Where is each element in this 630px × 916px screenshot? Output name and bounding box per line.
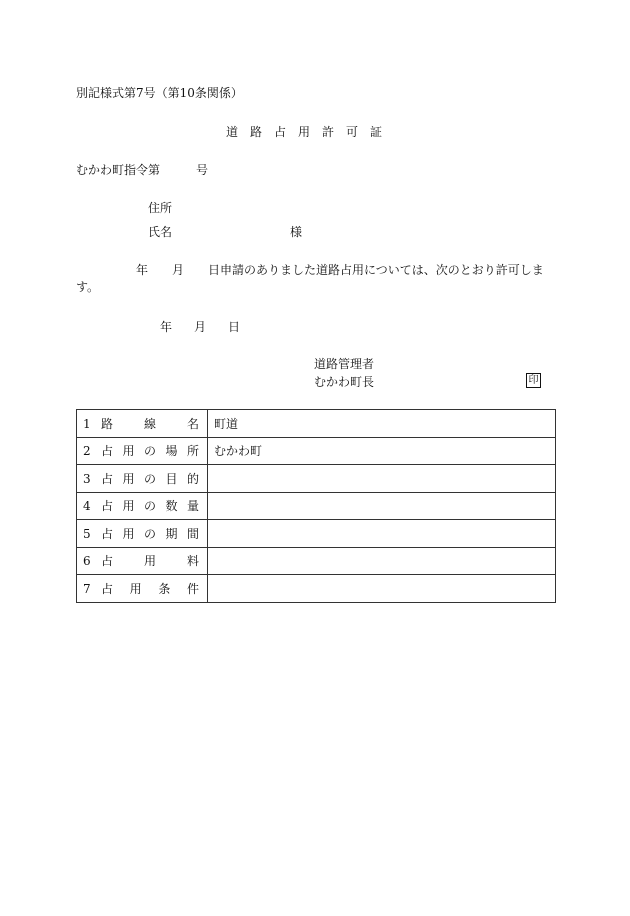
issue-day: 日: [228, 320, 241, 334]
table-row: [77, 410, 556, 438]
item-value: [208, 520, 556, 548]
issue-date: [160, 318, 240, 335]
row-label-cell: [77, 547, 208, 575]
table-row: [77, 492, 556, 520]
item-number: 4: [83, 499, 91, 514]
name-label: 氏名: [148, 225, 173, 239]
table-row: [77, 437, 556, 465]
issuer-name: むかわ町長: [314, 375, 375, 389]
body-text: [76, 262, 554, 296]
row-label-cell: [77, 492, 208, 520]
seal-mark: 印: [526, 373, 541, 388]
row-label-cell: [77, 410, 208, 438]
table-row: [77, 547, 556, 575]
item-number: 6: [83, 554, 91, 569]
issue-year: 年: [160, 320, 173, 334]
item-number: 2: [83, 444, 91, 459]
issue-month: 月: [194, 320, 207, 334]
row-label-cell: [77, 437, 208, 465]
item-label: 占用の場所: [101, 444, 199, 459]
item-label: 路線名: [101, 416, 199, 431]
table-row: [77, 575, 556, 603]
item-number: 5: [83, 526, 91, 541]
table-row: [77, 465, 556, 493]
reference-number: [76, 161, 208, 178]
item-value: [208, 465, 556, 493]
form-reference: 別記様式第7号（第10条関係）: [76, 86, 243, 100]
item-value: [208, 547, 556, 575]
row-label-cell: [77, 575, 208, 603]
item-number: 3: [83, 471, 91, 486]
item-number: 1: [83, 416, 91, 431]
permit-details-table: [76, 409, 556, 603]
document-title: 道 路 占 用 許 可 証: [226, 125, 383, 139]
item-value: [208, 575, 556, 603]
body-month: 月: [172, 263, 185, 277]
item-value: むかわ町: [208, 437, 556, 465]
item-label: 占用料: [101, 554, 199, 569]
item-label: 占用の数量: [101, 499, 199, 514]
table-row: [77, 520, 556, 548]
reference-suffix: 号: [196, 163, 209, 177]
reference-prefix: むかわ町指令第: [76, 163, 161, 177]
item-label: 占用の目的: [101, 471, 199, 486]
item-label: 占用の期間: [101, 526, 199, 541]
item-number: 7: [83, 581, 91, 596]
body-sentence: 日申請のありました道路占用については、次のとおり許可します。: [76, 263, 544, 294]
item-label: 占用条件: [101, 581, 199, 596]
body-year: 年: [136, 263, 149, 277]
item-value: 町道: [208, 410, 556, 438]
row-label-cell: [77, 520, 208, 548]
honorific: 様: [290, 225, 303, 239]
item-value: [208, 492, 556, 520]
address-label: 住所: [148, 201, 173, 215]
row-label-cell: [77, 465, 208, 493]
issuer-title: 道路管理者: [314, 357, 375, 371]
